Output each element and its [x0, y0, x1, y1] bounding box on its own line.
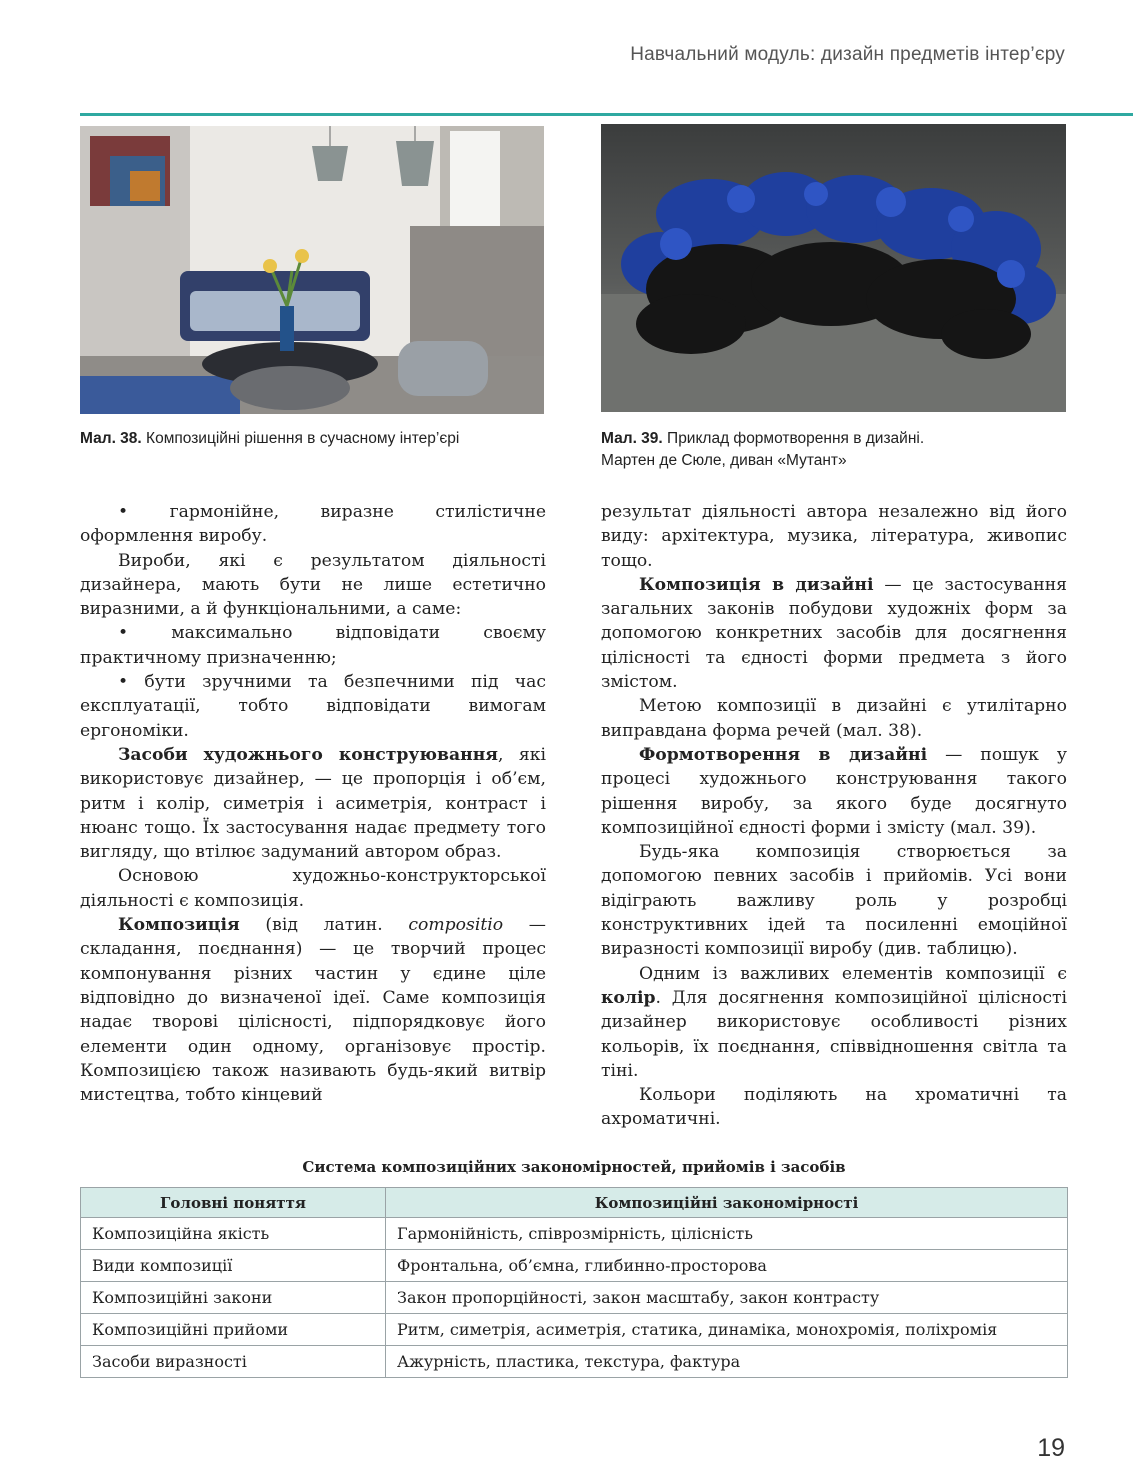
- figure-39-caption: [601, 428, 1071, 472]
- table-row: [81, 1314, 1068, 1346]
- paragraph: Будь-яка композиція створюється за допомогою певних засобів і прийомів. Усі вони відіграють важливу роль у розробці конструктивних ідей та посиленні емоційної виразності композиції виробу (див. таблицю).: [601, 842, 1067, 960]
- table-cell: Ажурність, пластика, текстура, фактура: [386, 1346, 1068, 1378]
- term: Засоби художнього конструювання: [118, 744, 498, 765]
- figure-38-caption: [80, 428, 550, 450]
- table-cell: Ритм, симетрія, асиметрія, статика, динаміка, монохромія, поліхромія: [386, 1314, 1068, 1346]
- paragraph: [80, 743, 546, 864]
- header-divider: [80, 113, 1133, 116]
- column-header: Головні поняття: [81, 1188, 386, 1218]
- table-cell: Гармонійність, співрозмірність, цілісність: [386, 1218, 1068, 1250]
- figure-39-label: Мал. 39.: [601, 430, 663, 447]
- figure-38-label: Мал. 38.: [80, 430, 142, 447]
- right-text-column: [601, 500, 1067, 1132]
- column-header: Композиційні закономірності: [386, 1188, 1068, 1218]
- paragraph: [601, 573, 1067, 694]
- table-row: [81, 1282, 1068, 1314]
- figure-39-text: Приклад формотворення в дизайні.: [667, 430, 925, 447]
- paragraph-text: . Для досягнення композиційної цілісності дизайнер використовує особливості різних кольорів, їх поєднання, співвідношення світла та тіні.: [601, 987, 1067, 1081]
- table-cell: Фронтальна, об’ємна, глибинно-просторова: [386, 1250, 1068, 1282]
- running-header: Навчальний модуль: дизайн предметів інтер’єру: [630, 44, 1065, 65]
- paragraph: • гармонійне, виразне стилістичне оформлення виробу.: [80, 502, 546, 547]
- table-title: Система композиційних закономірностей, прийомів і засобів: [302, 1158, 846, 1176]
- table-cell: Засоби виразності: [81, 1346, 386, 1378]
- paragraph: результат діяльності автора незалежно від його виду: архітектура, музика, література, живопис тощо.: [601, 502, 1067, 571]
- paragraph: • бути зручними та безпечними під час експлуатації, тобто відповідати вимогам ергономіки.: [80, 672, 546, 741]
- table-row: [81, 1218, 1068, 1250]
- table-cell: Композиційна якість: [81, 1218, 386, 1250]
- table-row: [81, 1346, 1068, 1378]
- paragraph: [80, 913, 546, 1107]
- term: Композиція: [118, 915, 240, 936]
- paragraph: [601, 743, 1067, 840]
- figure-38-text: Композиційні рішення в сучасному інтер’єрі: [146, 430, 460, 447]
- table-header-row: [81, 1188, 1068, 1218]
- paragraph-text: , які використовує дизайнер, — це пропорція і об’єм, ритм і колір, симетрія і асиметрія, контраст і нюанс тощо. Їх застосування надає предмету того вигляду, що втілює задуманий автором образ.: [80, 744, 546, 863]
- paragraph-text: — це застосування загальних законів побудови художніх форм за допомогою конкретних засобів для досягнення цілісності та єдності форми предмета з його змістом.: [601, 574, 1067, 693]
- paragraph-text: — складання, поєднання) — це творчий процес компонування різних частин у єдине ціле відповідно до визначеної ідеї. Саме композиція надає творові цілісності, підпорядковує його елементи один одному, організовує простір. Композицією також називають будь-який витвір мистецтва, тобто кінцевий: [80, 915, 546, 1106]
- term: Формотворення в дизайні: [639, 744, 928, 765]
- page-number: 19: [1037, 1434, 1065, 1462]
- paragraph-text: (від латин.: [239, 915, 409, 936]
- paragraph: Кольори поділяють на хроматичні та ахроматичні.: [601, 1085, 1067, 1130]
- latin-term: compositio: [408, 915, 504, 936]
- term: Композиція в дизайні: [639, 574, 874, 595]
- paragraph: [601, 962, 1067, 1083]
- mutant-sofa-photo: [601, 124, 1066, 412]
- table-cell: Композиційні прийоми: [81, 1314, 386, 1346]
- paragraph-text: Одним із важливих елементів композиції є: [639, 963, 1067, 984]
- composition-table: [80, 1187, 1068, 1378]
- table-cell: Закон пропорційності, закон масштабу, закон контрасту: [386, 1282, 1068, 1314]
- paragraph-text: — пошук у процесі художнього конструювання такого рішення виробу, за якого буде досягнуто композиційної єдності форми і змісту (мал. 39).: [601, 744, 1068, 838]
- table-cell: Композиційні закони: [81, 1282, 386, 1314]
- figure-39-text-line2: Мартен де Сюле, диван «Мутант»: [601, 452, 847, 469]
- paragraph: Основою художньо-конструкторської діяльності є композиція.: [80, 866, 546, 911]
- term: колір: [601, 987, 656, 1008]
- table-cell: Види композиції: [81, 1250, 386, 1282]
- paragraph: Вироби, які є результатом діяльності дизайнера, мають бути не лише естетично виразними, а й функціональними, а саме:: [80, 550, 546, 620]
- left-text-column: [80, 500, 546, 1107]
- interior-photo: [80, 126, 544, 414]
- table-row: [81, 1250, 1068, 1282]
- paragraph: • максимально відповідати своєму практичному призначенню;: [80, 623, 546, 668]
- paragraph: Метою композиції в дизайні є утилітарно виправдана форма речей (мал. 38).: [601, 696, 1067, 741]
